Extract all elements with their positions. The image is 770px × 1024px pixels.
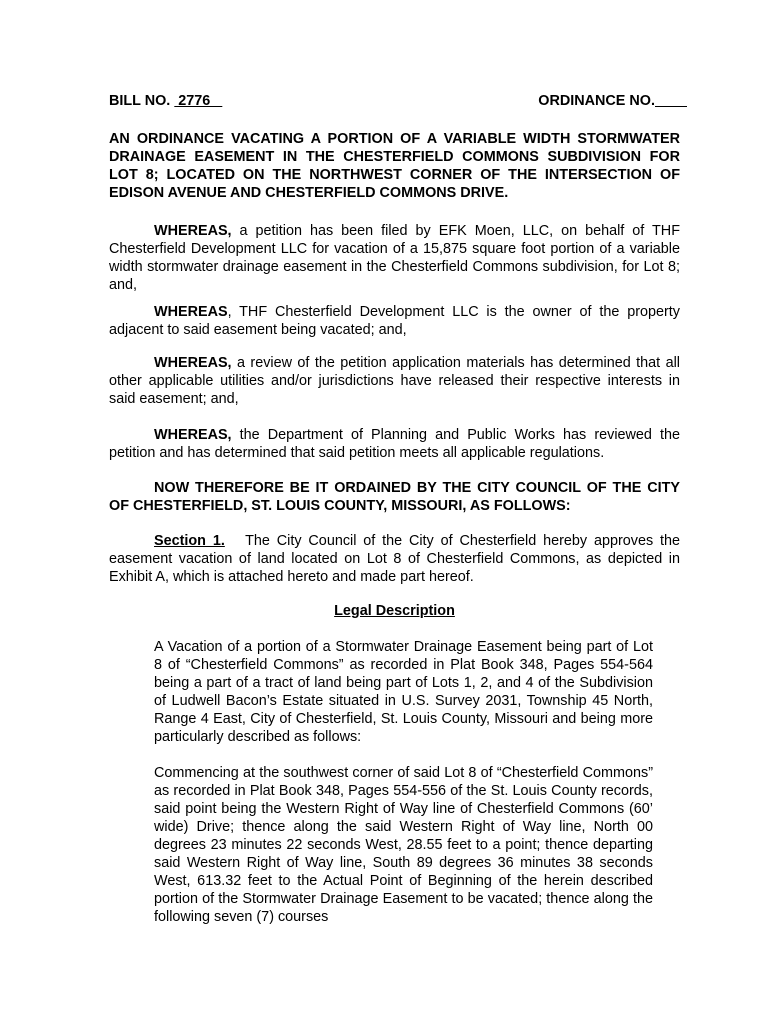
whereas-lead: WHEREAS, bbox=[154, 427, 232, 443]
bill-label: BILL NO. bbox=[109, 93, 171, 109]
ordinance-number-blank bbox=[655, 93, 687, 109]
section-1-label: Section 1. bbox=[154, 533, 225, 549]
whereas-text: the Department of Planning and Public Works has reviewed the petition and has determined that said petition meets all applicable regulations. bbox=[109, 427, 680, 461]
ordinance-number-field bbox=[538, 93, 687, 109]
whereas-lead: WHEREAS bbox=[154, 304, 228, 320]
whereas-text: a petition has been filed by EFK Moen, LLC, on behalf of THF Chesterfield Development LLC for vacation of a 15,875 square foot portion of a variable width stormwater drainage easement in the Chesterfield Commons subdivision, for Lot 8; and, bbox=[109, 223, 680, 293]
whereas-clause-4 bbox=[109, 426, 680, 462]
section-1 bbox=[109, 532, 685, 586]
whereas-text: a review of the petition application materials has determined that all other applicable utilities and/or jurisdictions have released their respective interests in said easement; and, bbox=[109, 355, 680, 407]
bill-number: 2776 bbox=[174, 93, 223, 109]
ordinance-label: ORDINANCE NO. bbox=[538, 93, 655, 109]
whereas-text: , THF Chesterfield Development LLC is the owner of the property adjacent to said easement being vacated; and, bbox=[109, 304, 680, 338]
legal-description-paragraph-2: Commencing at the southwest corner of said Lot 8 of “Chesterfield Commons” as recorded in Plat Book 348, Pages 554-556 of the St. Louis County records, said point being the Western Right of Way line of Chesterfield Commons (60’ wide) Drive; thence along the said Western Right of Way line, North 00 degrees 23 minutes 22 seconds West, 28.55 feet to a point; thence departing said Western Right of Way line, South 89 degrees 36 minutes 38 seconds West, 613.32 feet to the Actual Point of Beginning of the herein described portion of the Stormwater Drainage Easement to be vacated; thence along the following seven (7) courses bbox=[154, 765, 653, 925]
whereas-clause-2 bbox=[109, 303, 680, 339]
whereas-lead: WHEREAS, bbox=[154, 223, 232, 239]
whereas-lead: WHEREAS, bbox=[154, 355, 232, 371]
bill-number-field bbox=[109, 93, 222, 109]
legal-description-paragraph-1: A Vacation of a portion of a Stormwater Drainage Easement being part of Lot 8 of “Chesterfield Commons” as recorded in Plat Book 348, Pages 554-564 being a part of a tract of land being part of Lots 1, 2, and 4 of the Subdivision of Ludwell Bacon’s Estate situated in U.S. Survey 2031, Township 45 North, Range 4 East, City of Chesterfield, St. Louis County, Missouri and being more particularly described as follows: bbox=[154, 639, 653, 745]
ordained-clause: NOW THEREFORE BE IT ORDAINED BY THE CITY COUNCIL OF THE CITY OF CHESTERFIELD, ST. LOUIS COUNTY, MISSOURI, AS FOLLOWS: bbox=[109, 480, 680, 514]
document-header bbox=[109, 93, 687, 113]
whereas-clause-1 bbox=[109, 222, 680, 294]
whereas-clause-3 bbox=[109, 354, 680, 408]
ordinance-title: AN ORDINANCE VACATING A PORTION OF A VARIABLE WIDTH STORMWATER DRAINAGE EASEMENT IN THE CHESTERFIELD COMMONS SUBDIVISION FOR LOT 8; LOCATED ON THE NORTHWEST CORNER OF THE INTERSECTION OF EDISON AVENUE AND CHESTERFIELD COMMONS DRIVE. bbox=[109, 131, 680, 201]
section-1-text: The City Council of the City of Chesterfield hereby approves the easement vacation of land located on Lot 8 of Chesterfield Commons, as depicted in Exhibit A, which is attached hereto and made part hereof. bbox=[109, 533, 685, 585]
legal-description-heading: Legal Description bbox=[334, 603, 455, 619]
